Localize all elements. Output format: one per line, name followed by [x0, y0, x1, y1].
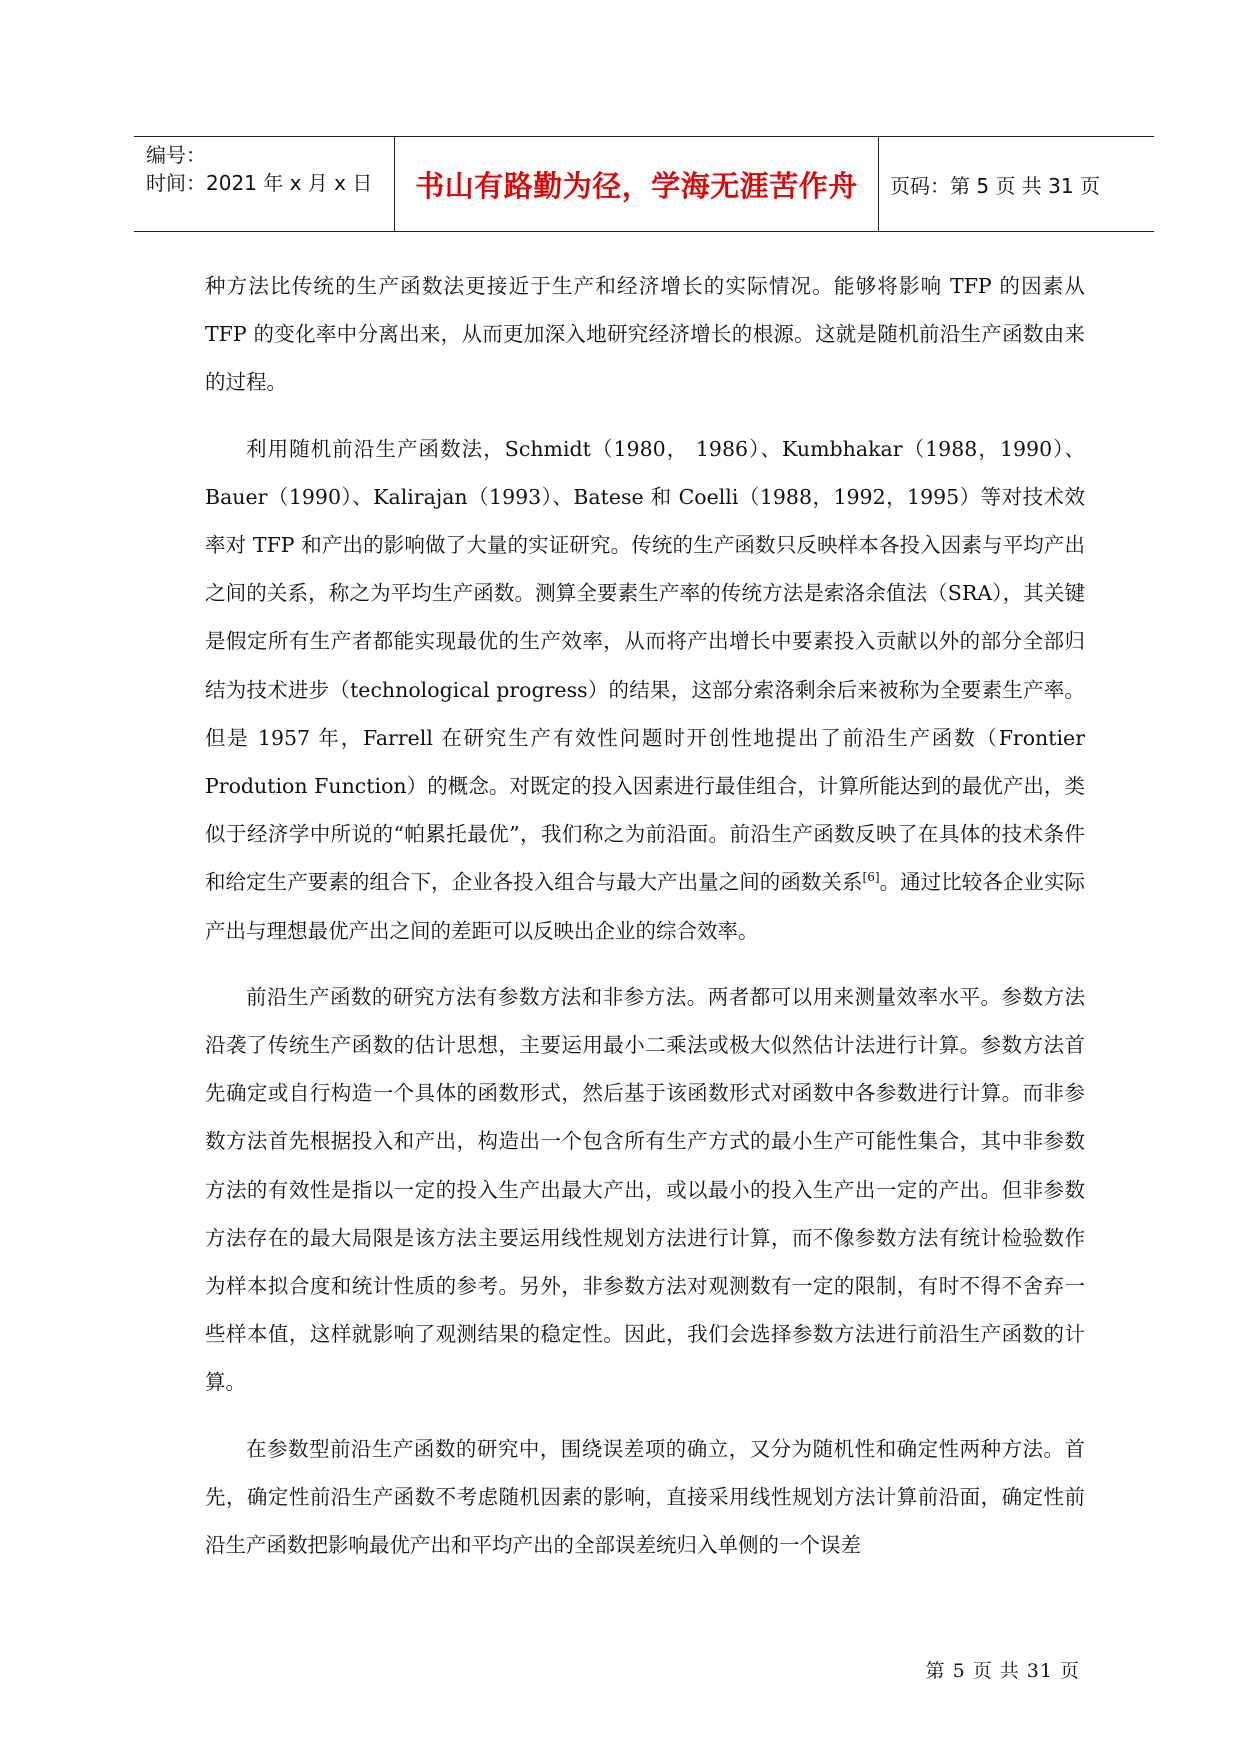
paragraph-text: 。通过比较各企业实际产出与理想最优产出之间的差距可以反映出企业的综合效率。 — [205, 870, 1086, 943]
page-header — [134, 136, 1154, 232]
paragraph — [205, 262, 1085, 407]
paragraph — [205, 1425, 1085, 1570]
paragraph-text: 前沿生产函数的研究方法有参数方法和非参方法。两者都可以用来测量效率水平。参数方法沿袭了传统生产函数的估计思想，主要运用最小二乘法或极大似然估计法进行计算。参数方法首先确定或自行构造一个具体的函数形式，然后基于该函数形式对函数中各参数进行计算。而非参数方法首先根据投入和产出，构造出一个包含所有生产方式的最小生产可能性集合，其中非参数方法的有效性是指以一定的投入生产出最大产出，或以最小的投入生产出一定的产出。但非参数方法存在的最大局限是该方法主要运用线性规划方法进行计算，而不像参数方法有统计检验数作为样本拟合度和统计性质的参考。另外，非参数方法对观测数有一定的限制，有时不得不舍弃一些样本值，这样就影响了观测结果的稳定性。因此，我们会选择参数方法进行前沿生产函数的计算。 — [205, 984, 1085, 1395]
paragraph — [205, 425, 1085, 955]
document-body — [205, 262, 1085, 1587]
header-divider — [878, 137, 879, 231]
time-label: 时间：2021 年 x 月 x 日 — [146, 171, 373, 195]
number-label: 编号： — [146, 143, 206, 167]
citation-reference[interactable]: [6] — [862, 870, 880, 885]
paragraph — [205, 973, 1085, 1407]
header-motto: 书山有路勤为径，学海无涯苦作舟 — [415, 168, 858, 203]
header-page-code: 页码：第 5 页 共 31 页 — [890, 173, 1100, 198]
paragraph-text: 在参数型前沿生产函数的研究中，围绕误差项的确立，又分为随机性和确定性两种方法。首先，确定性前沿生产函数不考虑随机因素的影响，直接采用线性规划方法计算前沿面，确定性前沿生产函数把影响最优产出和平均产出的全部误差统归入单侧的一个误差 — [205, 1436, 1085, 1558]
page-footer: 第 5 页 共 31 页 — [925, 1660, 1080, 1682]
paragraph-text: 利用随机前沿生产函数法，Schmidt（1980， 1986）、Kumbhakar（1988，1990）、Bauer（1990）、Kalirajan（1993）、Batese 和 Coelli（1988，1992，1995）等对技术效率对 TFP 和产出的影响做了大量的实证研究。传统的生产函数只反映样本各投入因素与平均产出之间的关系，称之为平均生产函数。测算全要素生产率的传统方法是索洛余值法（SRA），其关键是假定所有生产者都能实现最优的生产效率，从而将产出增长中要素投入贡献以外的部分全部归结为技术进步（technological progress）的结果，这部分索洛剩余后来被称为全要素生产率。但是 1957 年，Farrell 在研究生产有效性问题时开创性地提出了前沿生产函数（Frontier Prodution Function）的概念。对既定的投入因素进行最佳组合，计算所能达到的最优产出，类似于经济学中所说的“帕累托最优”，我们称之为前沿面。前沿生产函数反映了在具体的技术条件和给定生产要素的组合下，企业各投入组合与最大产出量之间的函数关系 — [205, 436, 1085, 895]
paragraph-text: 种方法比传统的生产函数法更接近于生产和经济增长的实际情况。能够将影响 TFP 的因素从 TFP 的变化率中分离出来，从而更加深入地研究经济增长的根源。这就是随机前沿生产函数由来的过程。 — [205, 274, 1085, 395]
